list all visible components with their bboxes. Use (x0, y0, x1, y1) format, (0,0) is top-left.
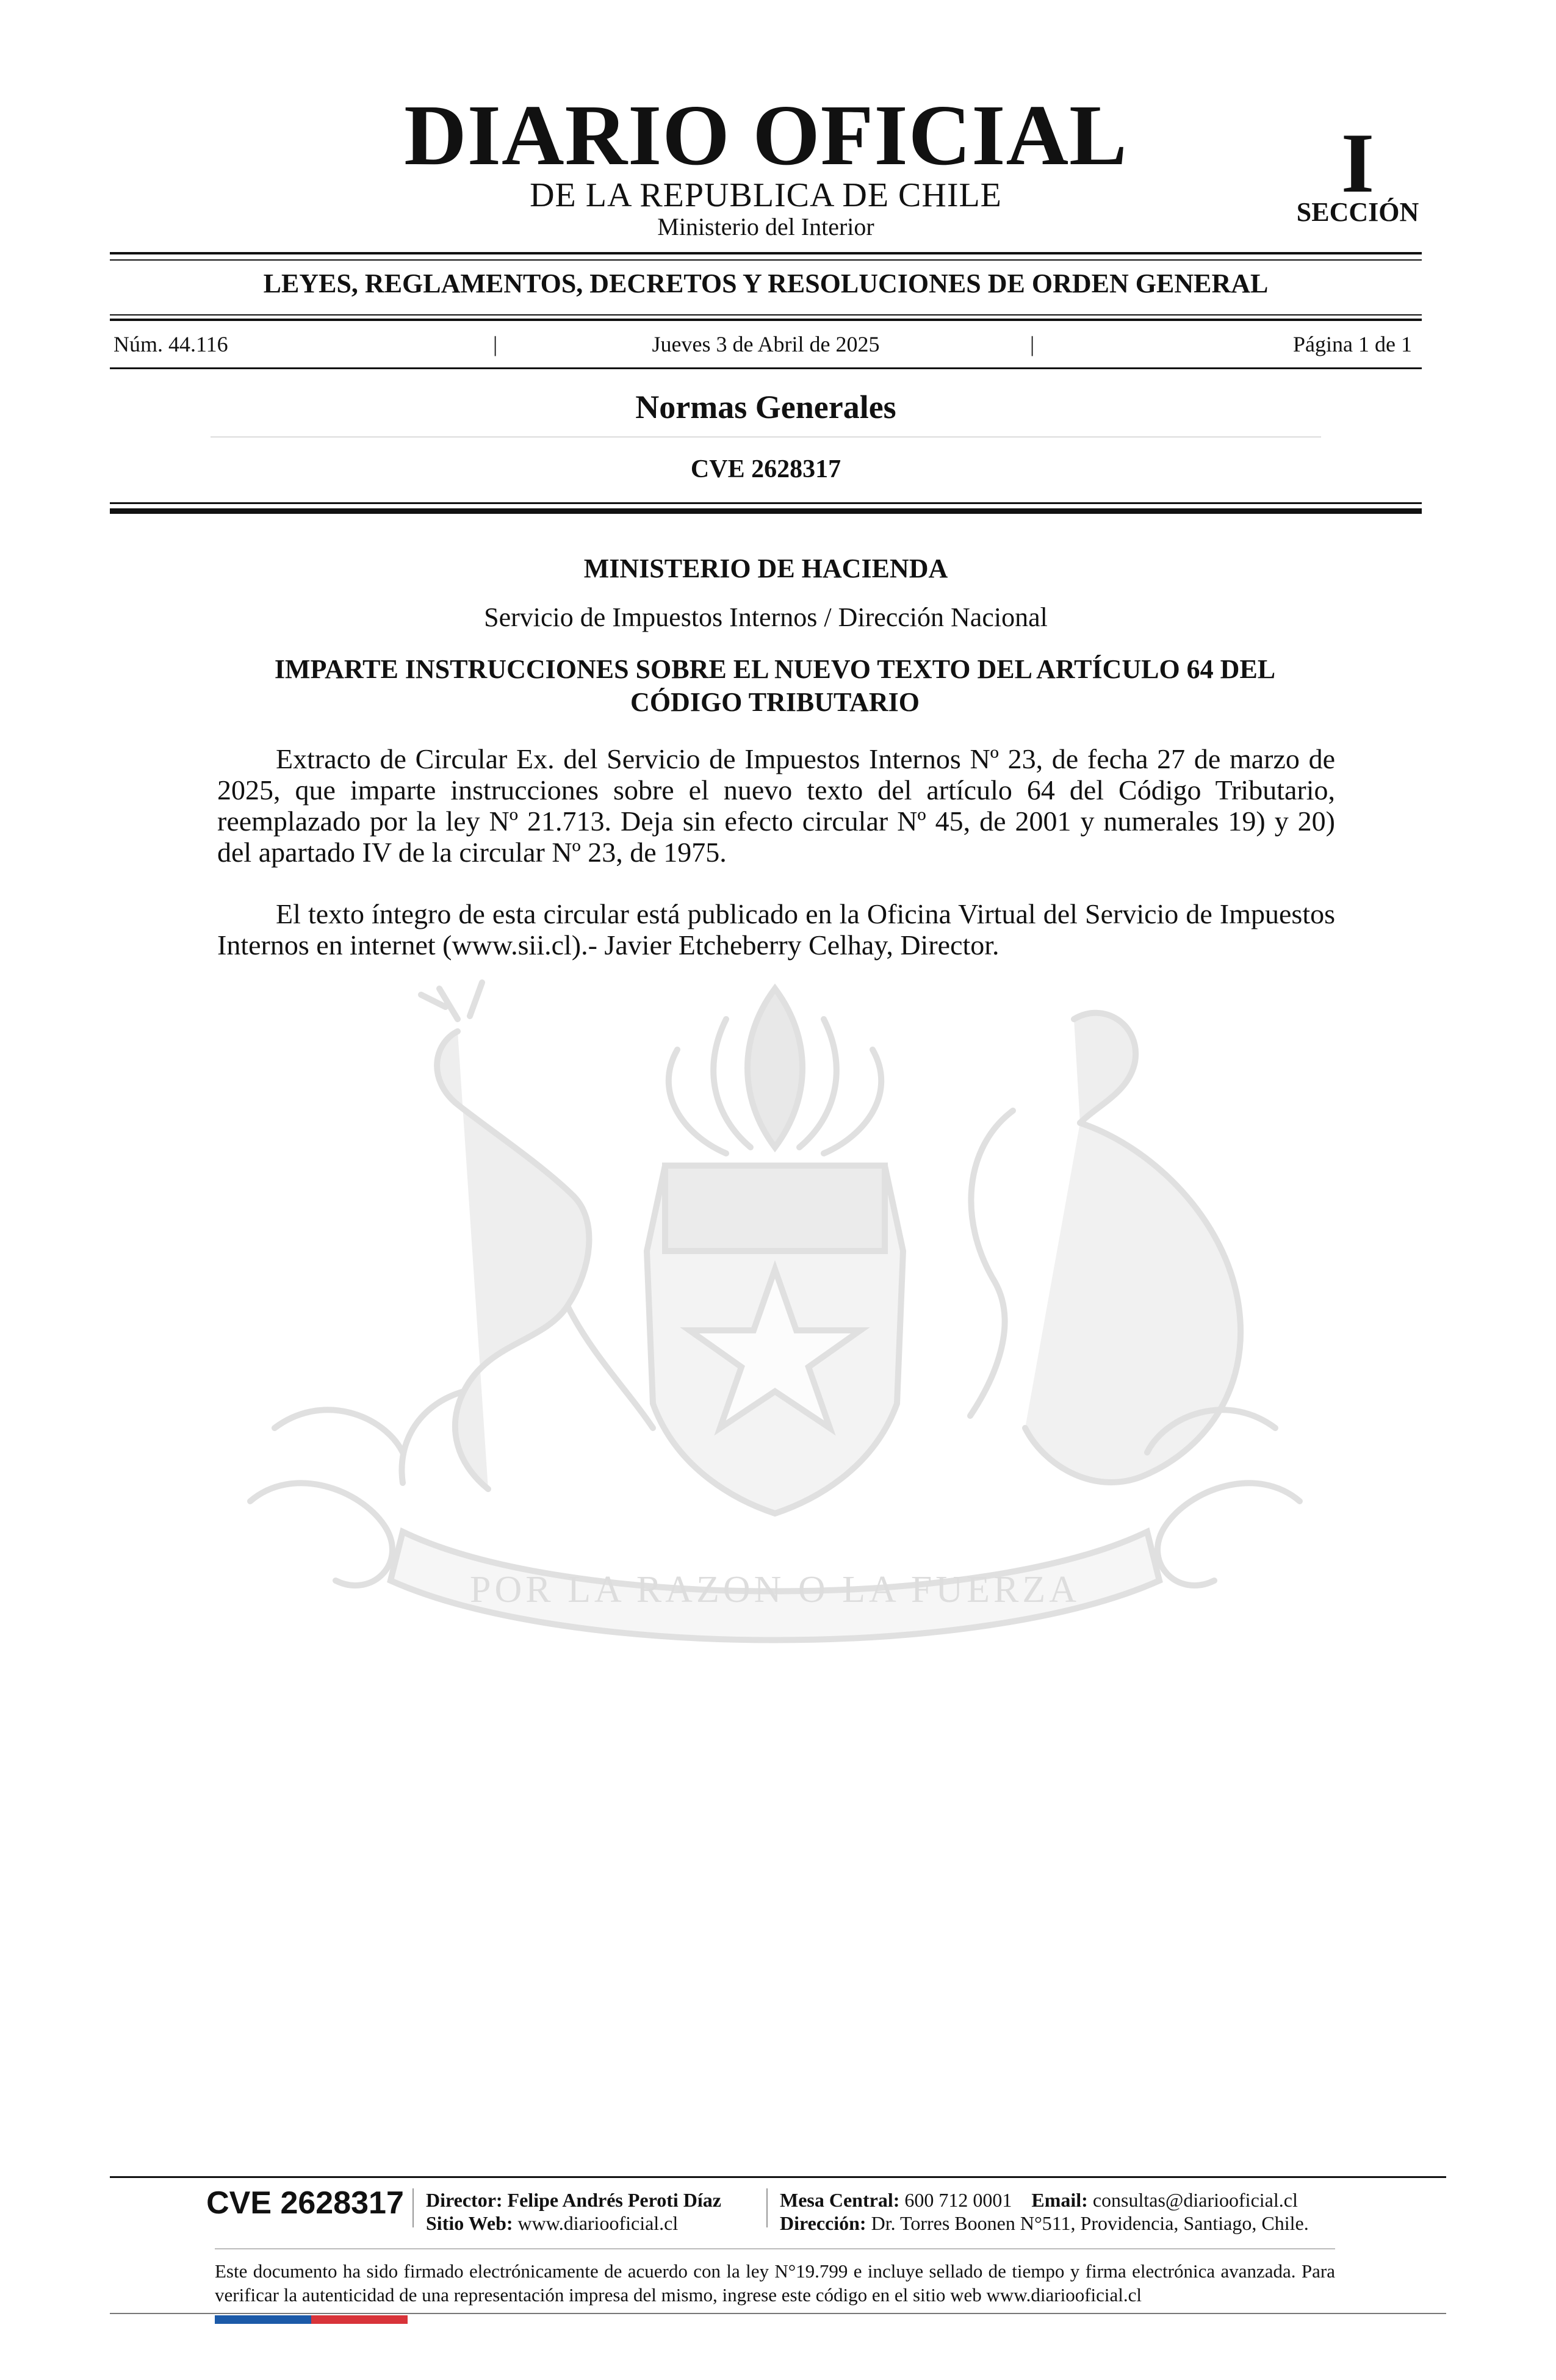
category-rule-bottom-thick (110, 319, 1422, 321)
issue-page: Página 1 de 1 (1293, 332, 1412, 356)
director-name: Felipe Andrés Peroti Díaz (507, 2189, 721, 2211)
ministry-name: MINISTERIO DE HACIENDA (583, 554, 948, 583)
website-link[interactable]: www.diariooficial.cl (517, 2212, 679, 2234)
masthead-title: DIARIO OFICIAL (404, 87, 1128, 183)
footer-divider (412, 2188, 414, 2227)
document-title: IMPARTE INSTRUCCIONES SOBRE EL NUEVO TEXTO DEL ARTÍCULO 64 DEL CÓDIGO TRIBUTARIO (274, 654, 1276, 717)
address-label: Dirección: (780, 2212, 866, 2234)
issue-separator: | (1030, 332, 1035, 356)
body-paragraph: El texto íntegro de esta circular está publicado en la Oficina Virtual del Servicio de Impuestos Internos en internet (www.sii.cl).- Javier Etcheberry Celhay, Director. (217, 898, 1335, 961)
email-link[interactable]: consultas@diariooficial.cl (1092, 2189, 1298, 2211)
flag-stripe-blue (215, 2315, 311, 2324)
signature-notice: Este documento ha sido firmado electrónicamente de acuerdo con la ley N°19.799 e incluye sellado de tiempo y firma electrónica avanzada. Para verificar la autenticidad de una representación impresa del mismo, ingrese este código en el sitio web www.diariooficial.cl (215, 2260, 1335, 2306)
section-title-underline (211, 436, 1321, 438)
website-label: Sitio Web: (426, 2212, 513, 2234)
section-title: Normas Generales (635, 389, 896, 425)
watermark-motto: POR LA RAZON O LA FUERZA (469, 1569, 1081, 1610)
phone-number: 600 712 0001 (904, 2189, 1012, 2211)
service-name: Servicio de Impuestos Internos / Dirección Nacional (484, 602, 1048, 632)
cve-rule (110, 502, 1422, 504)
footer-separator (215, 2248, 1335, 2249)
issue-date: Jueves 3 de Abril de 2025 (652, 332, 880, 356)
issue-number: Núm. 44.116 (113, 332, 228, 356)
masthead-ministry: Ministerio del Interior (657, 213, 874, 240)
phone-label: Mesa Central: (780, 2189, 900, 2211)
footer-contact-block (780, 2188, 1309, 2235)
issue-separator: | (493, 332, 498, 356)
cve-rule-thick (110, 508, 1422, 514)
footer-rule-bottom (110, 2313, 1446, 2314)
footer-divider (766, 2188, 768, 2227)
body-paragraph: Extracto de Circular Ex. del Servicio de Impuestos Internos Nº 23, de fecha 27 de marzo de 2025, que imparte instrucciones sobre el nuevo texto del artículo 64 del Código Tributario, reemplazado por la ley Nº 21.713. Deja sin efecto circular Nº 45, de 2001 y numerales 19) y 20) del apartado IV de la circular Nº 23, de 1975. (217, 743, 1335, 868)
footer-director-block (426, 2188, 721, 2235)
category-title: LEYES, REGLAMENTOS, DECRETOS Y RESOLUCIONES DE ORDEN GENERAL (263, 269, 1269, 298)
email-label: Email: (1031, 2189, 1088, 2211)
category-rule-bottom (110, 314, 1422, 316)
issue-rule (110, 367, 1422, 369)
footer-cve-code: CVE 2628317 (206, 2185, 404, 2221)
section-label: SECCIÓN (1296, 197, 1419, 227)
section-numeral: I (1341, 116, 1375, 211)
header-rule-top-thin (110, 259, 1422, 261)
header-rule-top (110, 252, 1422, 254)
coat-of-arms-watermark (201, 964, 1349, 1666)
flag-stripe-red (311, 2315, 408, 2324)
cve-code: CVE 2628317 (690, 455, 841, 483)
address-text: Dr. Torres Boonen N°511, Providencia, Santiago, Chile. (871, 2212, 1309, 2234)
director-label: Director: (426, 2189, 503, 2211)
footer-rule-top (110, 2176, 1446, 2178)
masthead-subtitle: DE LA REPUBLICA DE CHILE (530, 176, 1002, 214)
